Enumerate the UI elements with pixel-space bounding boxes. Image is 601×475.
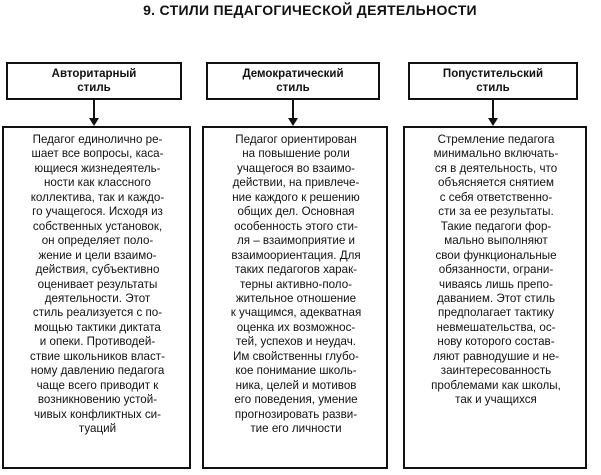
description-line: даванием. Этот стиль <box>436 291 556 305</box>
header-line: стиль <box>77 82 111 94</box>
description-line: на повышение роли <box>242 147 350 161</box>
description-line: тие его личности <box>250 422 342 436</box>
description-line: ля – взаимоприятие и <box>236 234 356 248</box>
description-line: свои функциональные <box>435 248 557 262</box>
description-line: ности как классного <box>43 176 151 190</box>
description-line: ющиеся жизнедеятель- <box>34 161 161 175</box>
description-line: действия, субъективно <box>35 263 160 277</box>
description-line: возникновению устой- <box>37 393 158 407</box>
description-line: собственных установок, <box>32 219 163 233</box>
description-line: особенность этого сти- <box>234 219 358 233</box>
description-line: Педагог ориентирован <box>235 133 357 146</box>
description-line: невмешательства, ос- <box>436 320 556 334</box>
description-line: сти за ее результаты. <box>438 205 554 219</box>
description-line: чивых конфликтных си- <box>33 407 161 421</box>
description-line: Им свойственны глубо- <box>233 349 359 363</box>
description-line: мощью тактики диктата <box>34 320 161 334</box>
description-line: ствие школьников власт- <box>30 349 165 363</box>
description-line: ника, целей и мотивов <box>235 378 357 392</box>
description-line: таких педагогов харак- <box>234 263 358 277</box>
description-line: Такие педагоги фор- <box>440 219 552 233</box>
description-line: ся в деятельность, что <box>434 161 558 175</box>
description-line: Стремление педагога <box>437 133 555 146</box>
description-line: обязанности, ограни- <box>438 263 554 277</box>
permissive-style-description <box>403 126 587 469</box>
description-line: объясняется снятием <box>438 176 554 190</box>
description-line: проблемами как школы, <box>431 378 561 392</box>
description-line: жительное отношение <box>235 291 357 305</box>
description-line: шает все вопросы, каса- <box>31 147 164 161</box>
description-line: учащегося во взаимо- <box>236 161 356 175</box>
description-line: оценка их возможнос- <box>236 320 356 334</box>
description-line: чиваясь лишь препо- <box>439 277 553 291</box>
description-line: и опеки. Противодей- <box>39 335 156 349</box>
description-line: ние каждого к решению <box>232 190 360 204</box>
description-line: заинтересованность <box>440 364 552 378</box>
header-line: Авторитарный <box>51 68 137 80</box>
democratic-style-description <box>202 126 388 469</box>
authoritarian-style-header <box>6 62 182 100</box>
page-title: 9. СТИЛИ ПЕДАГОГИЧЕСКОЙ ДЕЯТЕЛЬНОСТИ <box>143 2 477 18</box>
description-line: общих дел. Основная <box>237 205 355 219</box>
arrow-down-icon <box>488 118 498 126</box>
authoritarian-style-description <box>2 126 191 469</box>
description-line: ному давлению педагога <box>30 364 165 378</box>
arrow-down-icon <box>89 118 99 126</box>
arrow-down-icon <box>288 118 298 126</box>
description-line: действии, на привлече- <box>232 176 360 190</box>
description-line: взаимоориентация. Для <box>231 248 361 262</box>
description-line: так и учащихся <box>455 393 537 407</box>
description-line: к учащимся, адекватная <box>230 306 362 320</box>
description-line: чаще всего приводит к <box>36 378 159 392</box>
header-line: стиль <box>476 82 510 94</box>
description-line: кое понимание школь- <box>235 364 357 378</box>
description-line: го учащегося. Исходя из <box>32 205 163 219</box>
description-line: тей, успехов и неудач. <box>235 335 357 349</box>
description-line: мально выполняют <box>444 234 548 248</box>
description-line: Педагог единолично ре- <box>32 133 163 146</box>
permissive-style-header <box>408 62 578 100</box>
description-line: ляют равнодушие и не- <box>432 349 560 363</box>
description-line: терны активно-поло- <box>239 277 352 291</box>
description-line: с себя ответственно- <box>439 190 553 204</box>
description-line: деятельности. Этот <box>44 291 151 305</box>
description-line: прогнозировать разви- <box>234 407 358 421</box>
description-line: его поведения, умение <box>234 393 358 407</box>
description-line: жение и цели взаимо- <box>38 248 157 262</box>
description-line: он определяет поло- <box>41 234 154 248</box>
description-line: туаций <box>78 422 117 436</box>
header-line: стиль <box>276 82 310 94</box>
description-line: стиль реализуется с по- <box>32 306 163 320</box>
header-line: Демократический <box>242 68 344 80</box>
header-line: Попустительский <box>442 68 544 80</box>
description-line: минимально включать- <box>433 147 559 161</box>
description-line: предполагает тактику <box>438 306 554 320</box>
democratic-style-header <box>206 62 380 100</box>
description-line: нову которого состав- <box>437 335 555 349</box>
description-line: оценивает результаты <box>37 277 158 291</box>
description-line: коллектива, так и каждо- <box>30 190 165 204</box>
